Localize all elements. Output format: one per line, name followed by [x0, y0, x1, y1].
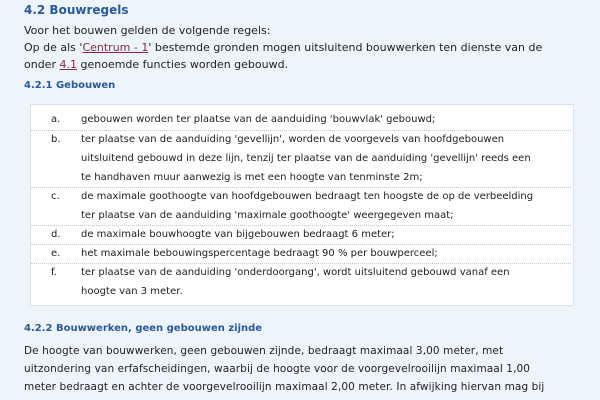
intro-text-prefix: Op de als ' — [24, 41, 83, 54]
intro-text-suffix: genoemde functies worden gebouwd. — [76, 58, 289, 71]
list-letter: f. — [51, 267, 57, 278]
list-text: hoogte van 3 meter. — [81, 286, 183, 297]
subsection-title-gebouwen: 4.2.1 Gebouwen — [24, 80, 116, 91]
list-letter: c. — [51, 191, 60, 202]
list-letter: b. — [51, 134, 61, 145]
subsection-title-bouwwerken: 4.2.2 Bouwwerken, geen gebouwen zijnde — [24, 323, 263, 334]
list-text: gebouwen worden ter plaatse van de aanduiding 'bouwvlak' gebouwd; — [81, 114, 436, 125]
paragraph-line: uitzondering van erfafscheidingen, waarbij de hoogte voor de voorgevelrooilijn maximaal 1,00 — [24, 363, 531, 375]
list-text: ter plaatse van de aanduiding 'gevellijn', worden de voorgevels van hoofdgebouwen — [81, 134, 505, 145]
intro-paragraph — [24, 41, 542, 55]
list-text: ter plaatse van de aanduiding 'maximale goothoogte' weergegeven maat; — [81, 210, 454, 221]
paragraph-line: De hoogte van bouwwerken, geen gebouwen zijnde, bedraagt maximaal 3,00 meter, met — [24, 345, 504, 357]
rules-list — [30, 104, 574, 306]
list-text: de maximale goothoogte van hoofdgebouwen bedraagt ten hoogste de op de verbeelding — [81, 191, 534, 202]
intro-paragraph-cont — [24, 58, 288, 72]
list-text: ter plaatse van de aanduiding 'onderdoorgang', wordt uitsluitend gebouwd vanaf een — [81, 267, 510, 278]
centrum-link[interactable]: Centrum - 1 — [82, 41, 149, 54]
article-4-1-link[interactable]: 4.1 — [59, 58, 77, 71]
paragraph-line: meter bedraagt en achter de voorgevelrooilijn maximaal 2,00 meter. In afwijking hiervan mag bij — [24, 381, 545, 393]
intro-text-prefix: onder — [24, 58, 60, 71]
list-letter: a. — [51, 114, 61, 125]
intro-text: Voor het bouwen gelden de volgende regels: — [24, 24, 271, 37]
list-letter: d. — [51, 229, 61, 240]
list-text: het maximale bebouwingspercentage bedraagt 90 % per bouwperceel; — [81, 248, 438, 259]
list-text: uitsluitend gebouwd in deze lijn, tenzij ter plaatse van de aanduiding 'gevellijn' reeds een — [81, 153, 531, 164]
list-letter: e. — [51, 248, 61, 259]
list-text: de maximale bouwhoogte van bijgebouwen bedraagt 6 meter; — [81, 229, 395, 240]
section-title: 4.2 Bouwregels — [24, 3, 129, 17]
intro-text-suffix: ' bestemde gronden mogen uitsluitend bouwwerken ten dienste van de — [148, 41, 543, 54]
list-text: te handhaven muur aanwezig is met een hoogte van tenminste 2m; — [81, 172, 423, 183]
